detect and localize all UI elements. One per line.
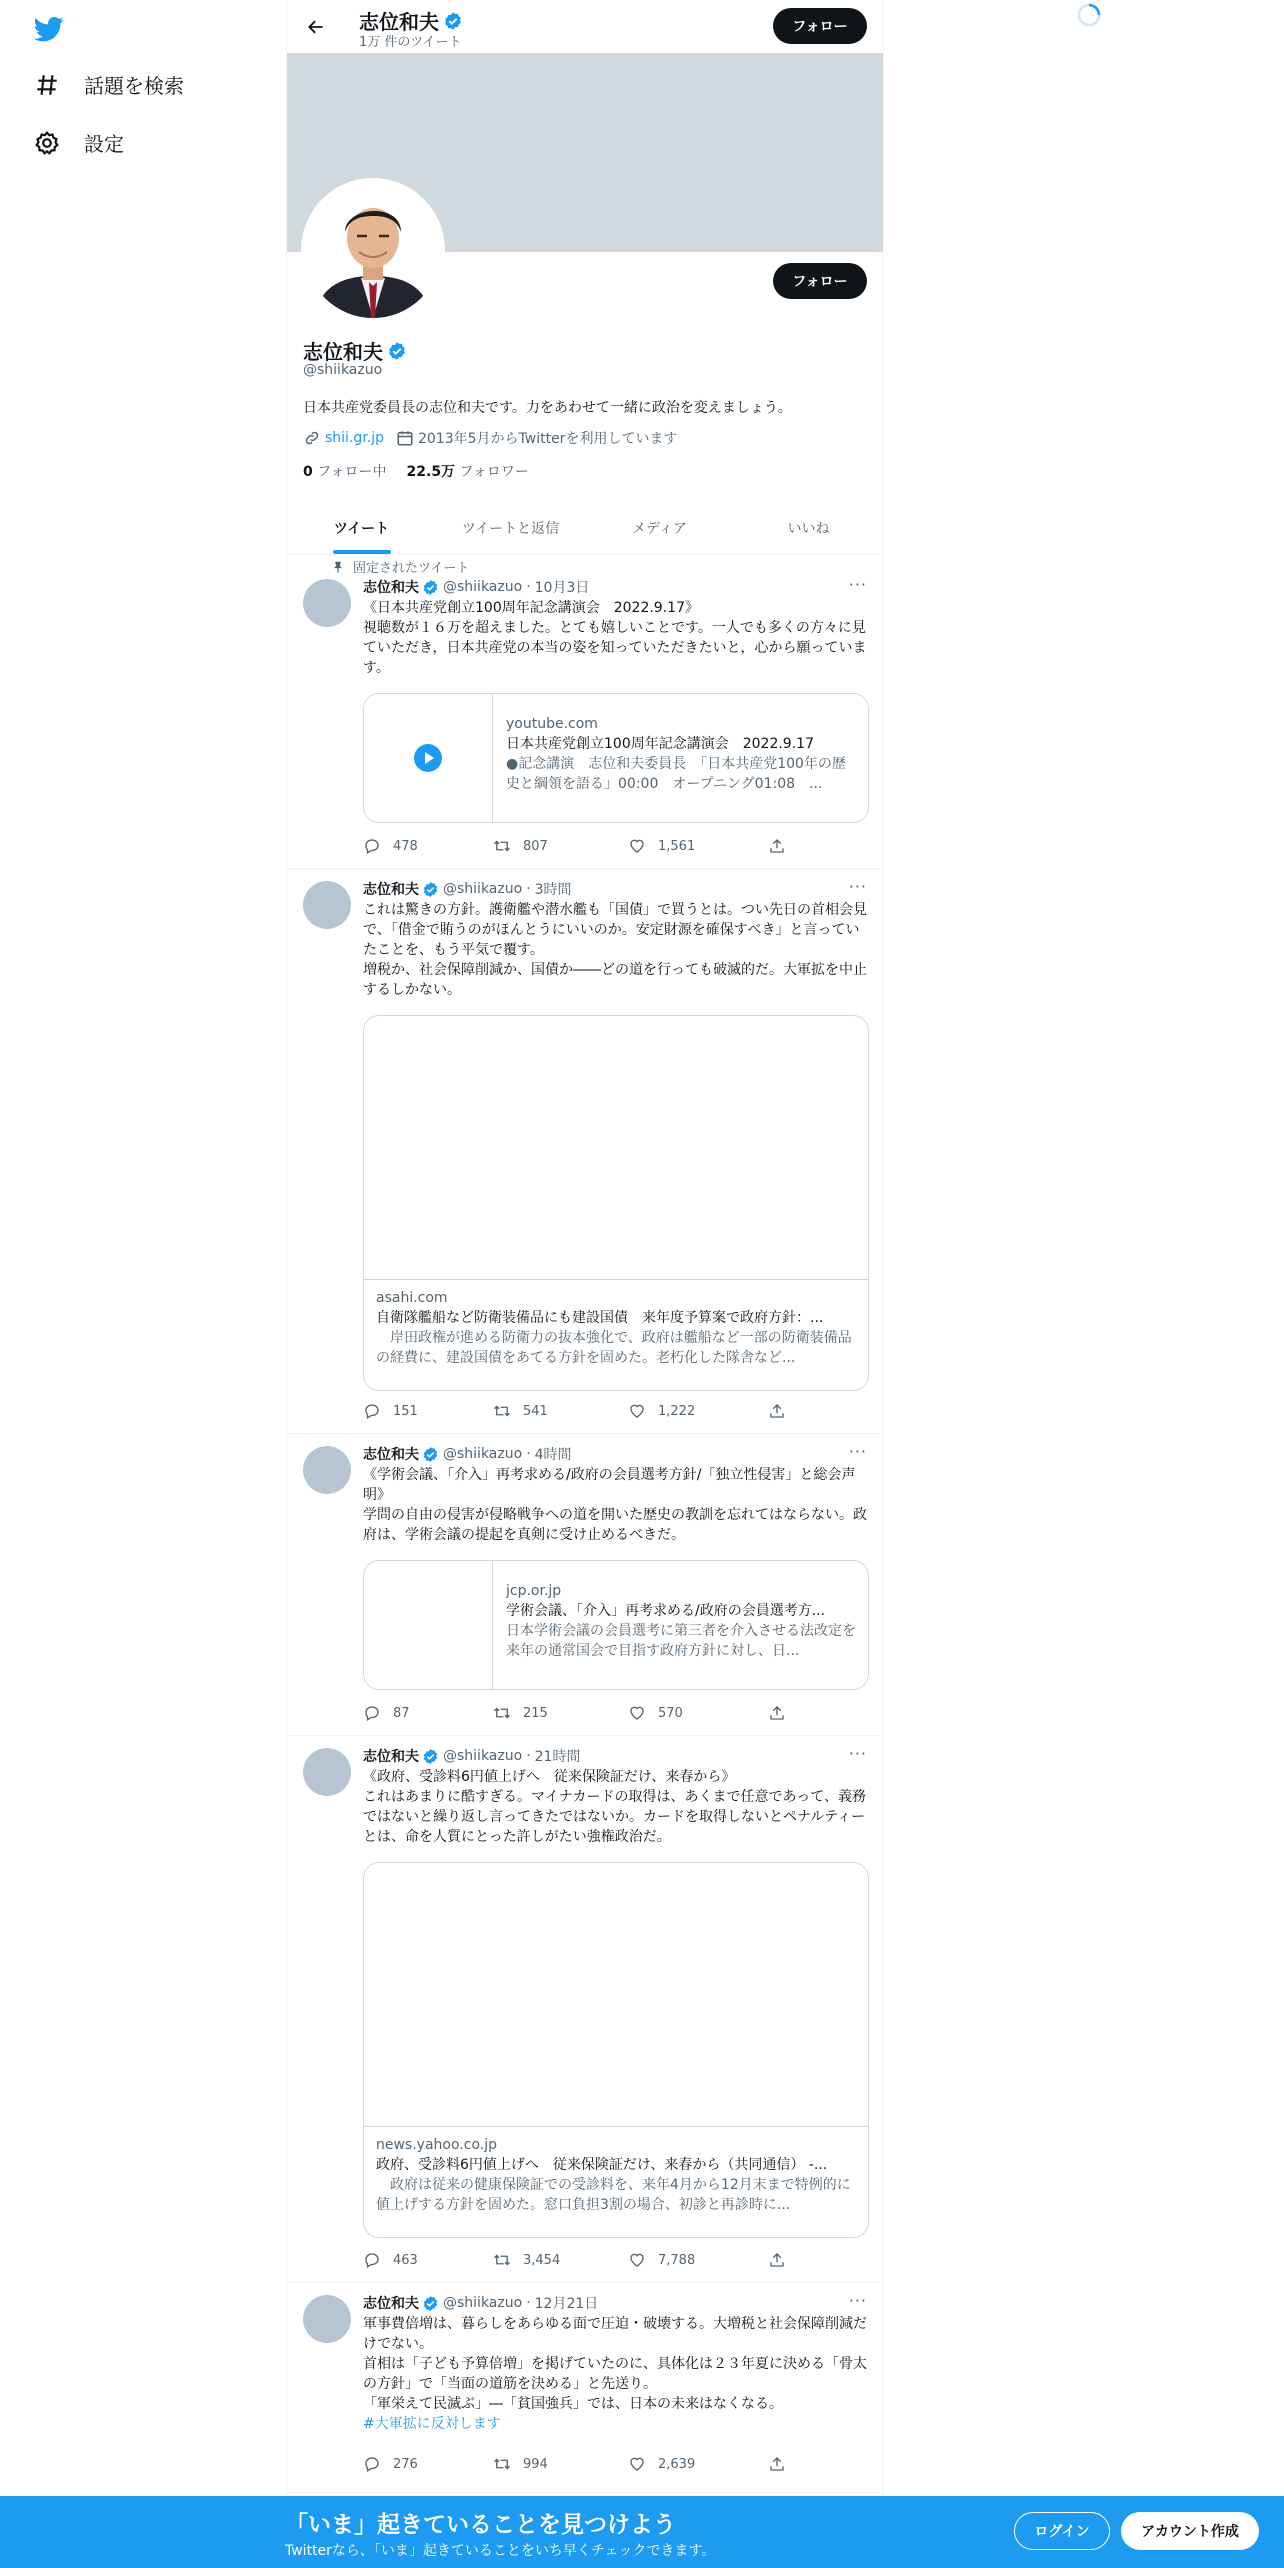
card-title: 日本共産党創立100周年記念講演会 2022.9.17 [506, 736, 814, 752]
tweet-author[interactable]: 志位和夫 [363, 1447, 419, 1463]
tweet-text [363, 1767, 869, 1847]
like-count: 1,222 [658, 1403, 696, 1419]
more-options-icon[interactable]: ··· [848, 2291, 867, 2310]
pin-icon [331, 560, 345, 574]
card-text [376, 2135, 858, 2215]
tweet-author[interactable]: 志位和夫 [363, 882, 419, 898]
share-icon [768, 2455, 786, 2473]
retweet-button[interactable] [493, 1402, 548, 1420]
share-button[interactable] [768, 1704, 798, 1722]
tweet-handle: @shiikazuo [443, 579, 523, 595]
back-button[interactable] [301, 12, 331, 42]
retweet-icon [493, 2455, 511, 2473]
like-button[interactable] [628, 2455, 695, 2473]
tab-likes[interactable]: いいね [787, 521, 830, 537]
tweet-text [363, 598, 869, 678]
hashtag-link[interactable]: #大軍拡に反対します [363, 2416, 501, 2432]
card-title: 政府、受診料6円値上げへ 従来保険証だけ、来春から（共同通信） -... [376, 2157, 828, 2173]
card-description: 岸田政権が進める防衛力の抜本強化で、政府は艦船など一部の防衛装備品の経費に、建設国債をあてる方針を固めた。老朽化した隊舎など... [376, 1330, 852, 1366]
reply-count: 151 [393, 1403, 418, 1419]
tweet-time[interactable]: 10月3日 [534, 580, 590, 596]
play-icon [413, 743, 443, 773]
verified-badge-icon [422, 1748, 439, 1765]
tweet-header [363, 577, 589, 597]
card-description: 政府は従来の健康保険証での受診料を、来年4月から12月末まで特例的に値上げする方針を固めた。窓口負担3割の場合、初診と再診時に... [376, 2177, 851, 2213]
share-button[interactable] [768, 2251, 798, 2269]
card-domain: news.yahoo.co.jp [376, 2137, 497, 2153]
tweet[interactable] [287, 1736, 883, 2283]
follow-button[interactable]: フォロー [773, 263, 867, 299]
profile-header-bar [287, 0, 883, 53]
tweet-avatar[interactable] [303, 881, 351, 929]
tweet-line: 軍事費倍増は、暮らしをあらゆる面で圧迫・破壊する。大増税と社会保障削減だけでない。 [363, 2316, 867, 2352]
reply-icon [363, 2455, 381, 2473]
tweet-header [363, 2293, 598, 2313]
tweet[interactable] [287, 2283, 883, 2493]
profile-avatar[interactable] [301, 178, 445, 322]
retweet-button[interactable] [493, 2251, 560, 2269]
hashtag-icon [34, 72, 60, 98]
profile-website-link[interactable]: shii.gr.jp [325, 430, 384, 446]
more-options-icon[interactable]: ··· [848, 575, 867, 594]
card-title: 自衛隊艦船など防衛装備品にも建設国債 来年度予算案で政府方針：... [376, 1310, 824, 1326]
verified-badge-icon [387, 341, 407, 361]
card-image [364, 1016, 868, 1280]
heart-icon [628, 1704, 646, 1722]
retweet-count: 994 [523, 2456, 548, 2472]
profile-name [303, 336, 407, 365]
card-text [376, 1288, 858, 1368]
tweet-dot: · [526, 579, 531, 595]
heart-icon [628, 2251, 646, 2269]
profile-tabs [287, 502, 883, 555]
like-button[interactable] [628, 2251, 695, 2269]
nav-explore[interactable] [34, 70, 184, 99]
tab-tweets[interactable]: ツイート [287, 502, 436, 554]
tweet-line: 首相は「子ども予算倍増」を掲げていたのに、具体化は２３年夏に決める「骨太の方針」で「当面の道筋を決める」と先送り。 [363, 2356, 867, 2392]
like-count: 1,561 [658, 838, 696, 854]
tweet-avatar[interactable] [303, 2295, 351, 2343]
tweet-line: 《日本共産党創立100周年記念講演会 2022.9.17》 [363, 600, 699, 616]
reply-icon [363, 837, 381, 855]
profile-handle: @shiikazuo [303, 362, 383, 378]
like-count: 2,639 [658, 2456, 696, 2472]
like-count: 7,788 [658, 2252, 696, 2268]
reply-count: 276 [393, 2456, 418, 2472]
twitter-logo-icon[interactable] [32, 14, 66, 44]
link-card[interactable] [363, 1015, 869, 1391]
reply-button[interactable] [363, 837, 418, 855]
tweet-header [363, 1444, 572, 1464]
follow-button-header[interactable]: フォロー [773, 8, 867, 44]
tweet-time[interactable]: 4時間 [534, 1447, 572, 1463]
tweet-actions [363, 1402, 803, 1422]
card-image [364, 1863, 868, 2127]
tweet-handle: @shiikazuo [443, 1446, 523, 1462]
loading-spinner-icon [1076, 2, 1102, 28]
reply-icon [363, 2251, 381, 2269]
tweet-actions [363, 1704, 803, 1724]
more-options-icon[interactable]: ··· [848, 877, 867, 896]
followers-label: フォロワー [459, 464, 529, 480]
tweet-line: これはあまりに酷すぎる。マイナカードの取得は、あくまで任意であって、義務ではないと繰り返し言ってきたではないか。カードを取得しないとペナルティーとは、命を人質にとった許しがたい強権政治だ。 [363, 1789, 867, 1845]
tweet-dot: · [526, 881, 531, 897]
profile-bio: 日本共産党委員長の志位和夫です。力をあわせて一緒に政治を変えましょう。 [303, 400, 792, 416]
tweet-avatar[interactable] [303, 579, 351, 627]
heart-icon [628, 837, 646, 855]
followers-count: 22.5万 [406, 464, 456, 480]
tweet-text [363, 900, 869, 1000]
reply-button[interactable] [363, 2251, 418, 2269]
reply-icon [363, 1402, 381, 1420]
tweet-count: 1万 件のツイート [359, 35, 462, 50]
pinned-label: 固定されたツイート [353, 561, 470, 576]
verified-badge-icon [443, 11, 463, 31]
nav-settings-label: 設定 [84, 132, 124, 156]
profile-meta [303, 428, 677, 448]
profile-stats [303, 461, 529, 481]
share-icon [768, 837, 786, 855]
reply-button[interactable] [363, 1704, 410, 1722]
tweet-line: 視聴数が１６万を超えました。とても嬉しいことです。一人でも多くの方々に見ていただき，日本共産党の本当の姿を知っていただきたいと，心から願っています。 [363, 620, 867, 676]
retweet-icon [493, 1402, 511, 1420]
tweet-author[interactable]: 志位和夫 [363, 580, 419, 596]
tweet-handle: @shiikazuo [443, 881, 523, 897]
left-nav [0, 0, 286, 2568]
share-icon [768, 1402, 786, 1420]
tweet[interactable] [287, 555, 883, 869]
share-button[interactable] [768, 2455, 798, 2473]
like-button[interactable] [628, 1402, 695, 1420]
arrow-left-icon [306, 17, 326, 37]
tweet-actions [363, 2455, 803, 2475]
tweet-line: これは驚きの方針。護衛艦や潜水艦も「国債」で買うとは。つい先日の首相会見で、「借金で賄うのがほんとうにいいのか。安定財源を確保すべき」と言っていたことを、もう平気で覆す。 [363, 902, 867, 958]
tab-tweets-replies[interactable]: ツイートと返信 [461, 521, 560, 537]
reply-icon [363, 1704, 381, 1722]
card-text [506, 714, 858, 794]
pinned-indicator [331, 557, 469, 576]
link-card[interactable] [363, 693, 869, 823]
verified-badge-icon [422, 1446, 439, 1463]
card-text [506, 1581, 858, 1661]
tweet-dot: · [526, 1748, 531, 1764]
retweet-icon [493, 837, 511, 855]
tweet-handle: @shiikazuo [443, 1748, 523, 1764]
card-description: 日本学術会議の会員選考に第三者を介入させる法改定を来年の通常国会で目指す政府方針に対し、日... [506, 1623, 856, 1659]
heart-icon [628, 1402, 646, 1420]
tweet-text [363, 2314, 869, 2434]
tweet-line: 《学術会議、「介入」再考求める/政府の会員選考方針/「独立性侵害」と総会声明》 [363, 1467, 856, 1503]
tweet-author[interactable]: 志位和夫 [363, 1749, 419, 1765]
retweet-count: 3,454 [523, 2252, 561, 2268]
tweet-dot: · [526, 2295, 531, 2311]
card-title: 学術会議、「介入」再考求める/政府の会員選考方... [506, 1603, 826, 1619]
tab-media[interactable]: メディア [632, 521, 687, 537]
tweet-text [363, 1465, 869, 1545]
tweet-line: 増税か、社会保障削減か、国債か――どの道を行っても破滅的だ。大軍拡を中止するしかない。 [363, 962, 867, 998]
tweet-handle: @shiikazuo [443, 2295, 523, 2311]
tweet[interactable] [287, 1434, 883, 1736]
tweet-dot: · [526, 1446, 531, 1462]
link-icon [303, 429, 321, 447]
card-thumbnail [364, 1561, 493, 1689]
verified-badge-icon [422, 881, 439, 898]
verified-badge-icon [422, 2295, 439, 2312]
card-domain: youtube.com [506, 716, 598, 732]
like-button[interactable] [628, 837, 695, 855]
following-label: フォロー中 [317, 464, 387, 480]
card-description: ●記念講演 志位和夫委員長 「日本共産党100年の歴史と綱領を語る」00:00 オープニング01:08 ... [506, 756, 846, 792]
followers-link[interactable] [407, 461, 529, 481]
following-count: 0 [303, 464, 313, 480]
retweet-button[interactable] [493, 2455, 548, 2473]
share-button[interactable] [768, 1402, 798, 1420]
nav-settings[interactable] [34, 128, 124, 157]
profile-joined: 2013年5月からTwitterを利用しています [417, 431, 678, 447]
tweet-time[interactable]: 21時間 [534, 1749, 581, 1765]
tweet-actions [363, 837, 803, 857]
share-icon [768, 1704, 786, 1722]
card-domain: jcp.or.jp [506, 1583, 562, 1599]
header-name: 志位和夫 [359, 10, 439, 34]
like-button[interactable] [628, 1704, 683, 1722]
retweet-count: 541 [523, 1403, 548, 1419]
signup-banner-subtitle: Twitterなら、「いま」起きていることをいち早くチェックできます。 [285, 2543, 716, 2559]
retweet-button[interactable] [493, 1704, 548, 1722]
reply-count: 478 [393, 838, 418, 854]
reply-button[interactable] [363, 2455, 418, 2473]
reply-button[interactable] [363, 1402, 418, 1420]
more-options-icon[interactable]: ··· [848, 1442, 867, 1461]
login-button[interactable]: ログイン [1014, 2512, 1110, 2550]
link-card[interactable] [363, 1862, 869, 2238]
card-domain: asahi.com [376, 1290, 448, 1306]
card-thumbnail [364, 694, 493, 822]
like-count: 570 [658, 1705, 683, 1721]
heart-icon [628, 2455, 646, 2473]
nav-explore-label: 話題を検索 [84, 74, 184, 98]
retweet-button[interactable] [493, 837, 548, 855]
tweet-line: 「軍栄えて民滅ぶ」―「貧国強兵」では、日本の未来はなくなる。 [363, 2396, 783, 2412]
tweet-time[interactable]: 12月21日 [534, 2296, 599, 2312]
main-column [286, 0, 884, 2568]
signup-button[interactable]: アカウント作成 [1121, 2512, 1259, 2550]
tweet-avatar[interactable] [303, 1748, 351, 1796]
share-button[interactable] [768, 837, 798, 855]
tweet-line: 《政府、受診料6円値上げへ 従来保険証だけ、来春から》 [363, 1769, 736, 1785]
tweet-author[interactable]: 志位和夫 [363, 2296, 419, 2312]
verified-badge-icon [422, 579, 439, 596]
following-link[interactable] [303, 461, 387, 481]
tweet-header [363, 1746, 580, 1766]
tweet-line: 学問の自由の侵害が侵略戦争への道を開いた歴史の教訓を忘れてはならない。政府は、学術会議の提起を真剣に受け止めるべきだ。 [363, 1507, 867, 1543]
reply-count: 87 [393, 1705, 410, 1721]
link-card[interactable] [363, 1560, 869, 1690]
retweet-icon [493, 2251, 511, 2269]
profile-name-text: 志位和夫 [303, 340, 383, 364]
tweet-actions [363, 2251, 803, 2271]
retweet-count: 807 [523, 838, 548, 854]
tweet[interactable] [287, 869, 883, 1434]
more-options-icon[interactable]: ··· [848, 1744, 867, 1763]
share-icon [768, 2251, 786, 2269]
reply-count: 463 [393, 2252, 418, 2268]
gear-icon [34, 130, 60, 156]
signup-banner [0, 2496, 1284, 2568]
retweet-count: 215 [523, 1705, 548, 1721]
retweet-icon [493, 1704, 511, 1722]
tweet-header [363, 879, 572, 899]
calendar-icon [396, 429, 414, 447]
tweet-avatar[interactable] [303, 1446, 351, 1494]
signup-banner-title: 「いま」起きていることを見つけよう [285, 2512, 676, 2538]
tweet-time[interactable]: 3時間 [534, 882, 572, 898]
